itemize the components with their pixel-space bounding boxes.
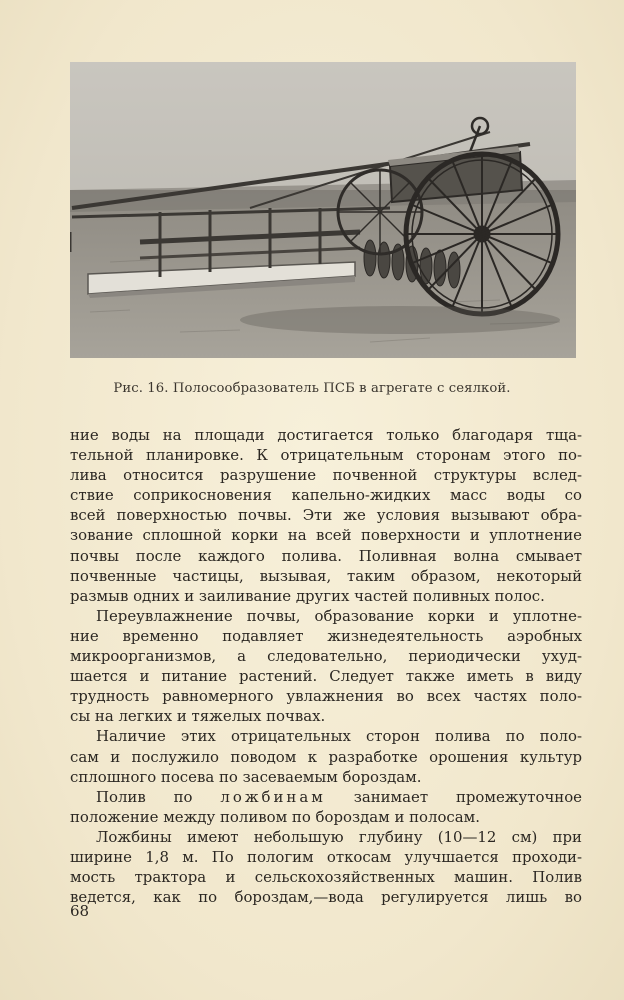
figure-caption: Рис. 16. Полосообразователь ПСБ в агрегате с сеялкой. <box>113 381 511 396</box>
text-line: сплошного посева по засеваемым бороздам. <box>70 767 422 786</box>
text-line: тельной планировке. К отрицательным сторонам этого по- <box>70 446 582 465</box>
text-line: Переувлажнение почвы, образование корки и уплотне- <box>96 606 582 625</box>
text-line: Наличие этих отрицательных сторон полива по поло- <box>96 727 582 746</box>
text-run: Полив по <box>96 787 221 806</box>
body-text <box>70 425 582 907</box>
text-line: трудность равномерного увлажнения во всех частях поло- <box>70 687 582 706</box>
text-line: сам и послужило поводом к разработке орошения культур <box>70 747 582 766</box>
text-line: шается и питание растений. Следует также иметь в виду <box>70 667 582 686</box>
text-line: размыв одних и заиливание других частей поливных полос. <box>70 586 545 605</box>
text-line: ние воды на площади достигается только благодаря тща- <box>70 426 582 444</box>
text-line: почвы после каждого полива. Поливная волна смывает <box>70 546 582 565</box>
text-line: микроорганизмов, а следовательно, периодически ухуд- <box>70 647 582 666</box>
paragraph-2 <box>70 606 582 727</box>
paragraph-5 <box>70 827 582 907</box>
text-line: мость трактора и сельскохозяйственных машин. Полив <box>70 868 582 887</box>
paragraph-3 <box>70 726 582 786</box>
text-line: сы на легких и тяжелых почвах. <box>70 707 326 726</box>
paragraph-1 <box>70 425 582 606</box>
text-line: зование сплошной корки на всей поверхности и уплотнение <box>70 526 582 545</box>
paragraph-4 <box>70 787 582 827</box>
text-line: ширине 1,8 м. По пологим откосам улучшается проходи- <box>70 847 582 866</box>
text-line: всей поверхностью почвы. Эти же условия вызывают обра- <box>70 506 582 525</box>
text-line: ствие соприкосновения капельно-жидких масс воды со <box>70 486 582 505</box>
seeder-machine-photo <box>70 62 576 358</box>
page-number: 68 <box>70 902 90 920</box>
text-line: Ложбины имеют небольшую глубину (10—12 см) при <box>96 827 582 846</box>
text-line: положение между поливом по бороздам и полосам. <box>70 807 480 826</box>
text-run: занимает промежуточное <box>325 787 582 806</box>
text-line: почвенные частицы, вызывая, таким образом, некоторый <box>70 566 582 585</box>
spaced-term: ложбинам <box>220 787 326 806</box>
text-line: ведется, как по бороздам,—вода регулируется лишь во <box>70 888 582 907</box>
figure-photo <box>70 62 576 358</box>
text-line <box>70 787 582 807</box>
text-line: ние временно подавляет жизнедеятельность аэробных <box>70 626 582 645</box>
text-line: лива относится разрушение почвенной структуры вслед- <box>70 466 582 485</box>
